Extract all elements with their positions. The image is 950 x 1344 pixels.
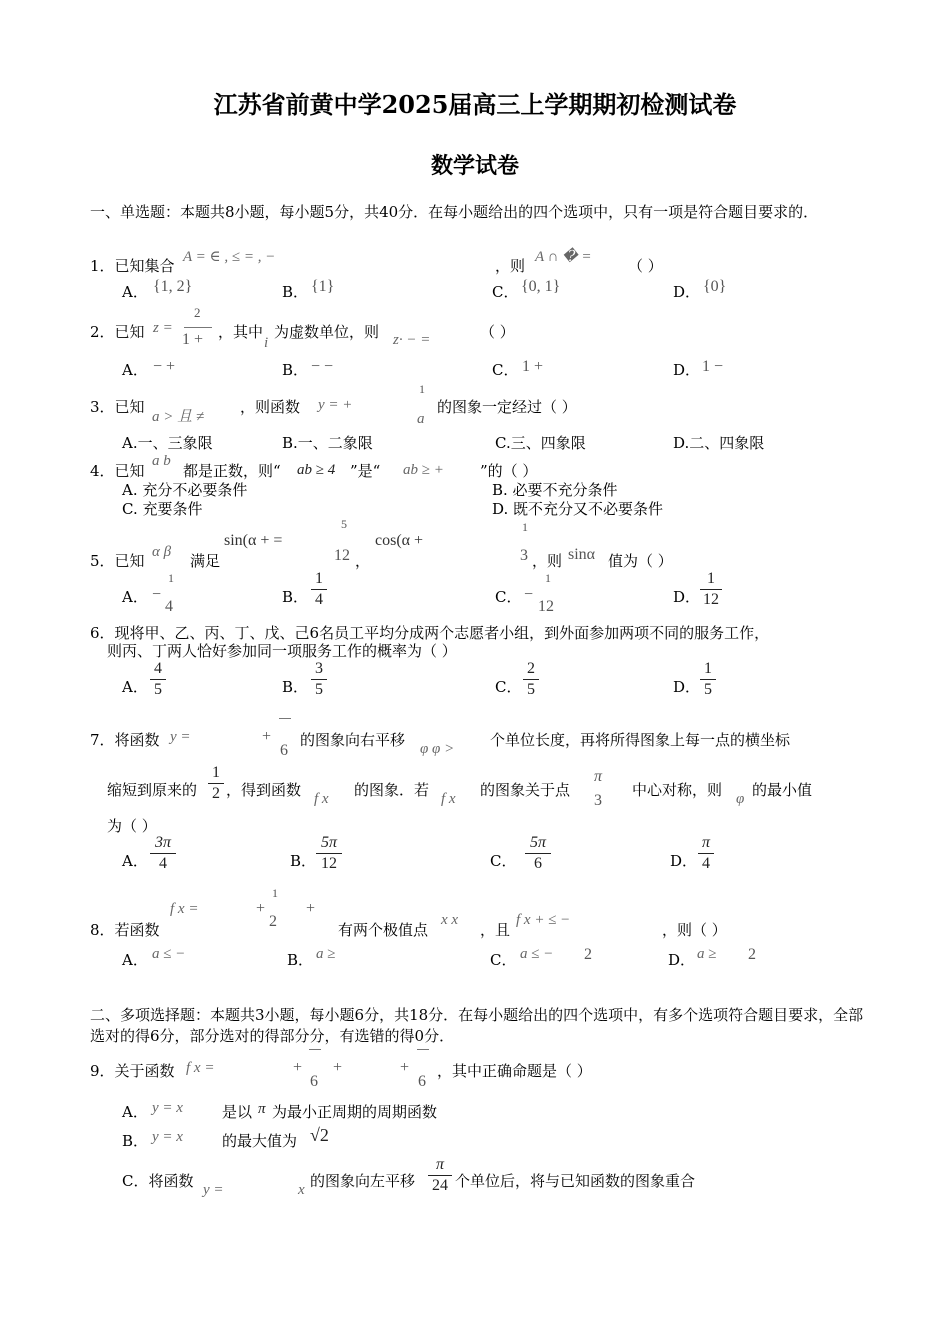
q9-b-label: B． <box>122 1132 149 1150</box>
q3-option-b: B.一、二象限 <box>282 434 373 452</box>
q5-b-numerator: 1 <box>315 570 323 587</box>
q9-plus-2: + <box>333 1059 343 1076</box>
q7-fx-2: f x <box>441 791 456 807</box>
q6-b-denominator: 5 <box>315 681 323 698</box>
q7-half-numerator: 1 <box>212 764 220 781</box>
q4-text: 4．已知 <box>90 462 145 480</box>
q7-line-3: 为（ ） <box>107 817 157 835</box>
q7-b-label: B． <box>290 852 317 870</box>
q4-condition-2: ab ≥ + <box>403 462 444 478</box>
q5-d-numerator: 1 <box>707 570 715 587</box>
q1-a-value: {1, 2} <box>153 278 193 295</box>
q6-line-2: 则丙、丁两人恰好参加同一项服务工作的概率为（ ） <box>107 642 457 660</box>
q3-option-a: A.一、三象限 <box>122 434 213 452</box>
q1-d-label: D． <box>673 283 701 301</box>
q2-a-value: − + <box>153 358 176 375</box>
q7-line2-c: 的图象．若 <box>354 781 430 799</box>
section-1-heading: 一、单选题：本题共8小题，每小题5分，共40分．在每小题给出的四个选项中，只有一项是符合题目要求的． <box>90 203 819 221</box>
q7-b-numerator: 5π <box>320 834 337 851</box>
q9-c-denominator: 24 <box>432 1177 448 1194</box>
q6-c-denominator: 5 <box>527 681 535 698</box>
q9-a-tail: 为最小正周期的周期函数 <box>272 1103 438 1121</box>
q2-b-label: B． <box>282 361 309 379</box>
q5-a-sign: − <box>152 586 162 603</box>
q9-bar-2 <box>417 1049 429 1050</box>
q5-a-label: A． <box>122 588 148 606</box>
q6-a-denominator: 5 <box>154 681 162 698</box>
q2-c-label: C． <box>492 361 519 379</box>
q9-c-function: y = <box>203 1182 224 1198</box>
q4-option-c: C. 充要条件 <box>122 500 203 518</box>
q3-func-denominator: a <box>417 411 425 427</box>
q7-c-fraction <box>525 834 551 873</box>
q6-d-label: D． <box>673 678 701 696</box>
q4-mid2: ”是“ <box>350 462 381 480</box>
q8-text: 8．若函数 <box>90 921 160 939</box>
q7-plus: + <box>262 728 272 745</box>
q9-bar-1 <box>309 1049 321 1050</box>
q7-line2-f: 的最小值 <box>752 781 813 799</box>
q9-c-label: C．将函数 <box>122 1172 194 1190</box>
q5-eq2-numerator: 1 <box>522 520 528 534</box>
q2-d-value: 1 − <box>702 358 724 375</box>
q2-b-value: − − <box>311 358 334 375</box>
q9-c-fraction <box>428 1156 452 1195</box>
q8-b-label: B． <box>287 951 314 969</box>
q5-d-fraction <box>700 570 722 609</box>
q5-tail: 值为（ ） <box>608 552 673 570</box>
q7-a-numerator: 3π <box>154 834 171 851</box>
q6-b-label: B． <box>282 678 309 696</box>
q5-c-label: C． <box>495 588 522 606</box>
q5-eq2-denominator: 3 <box>520 547 528 564</box>
q8-denominator: 2 <box>269 913 277 930</box>
q1-intersection: A ∩ � = <box>535 249 592 265</box>
q1-mid: ，则 <box>495 257 526 275</box>
q6-a-fraction <box>150 660 166 699</box>
q8-d-label: D． <box>668 951 696 969</box>
q7-d-label: D． <box>670 852 698 870</box>
q2-fraction-bar <box>184 327 212 328</box>
q9-text: 9．关于函数 <box>90 1062 175 1080</box>
q8-c-value: a ≤ − <box>520 946 554 962</box>
q5-eq1-denominator: 12 <box>334 547 350 564</box>
q1-c-value: {0, 1} <box>521 278 561 295</box>
q4-option-a: A. 充分不必要条件 <box>122 481 248 499</box>
q7-tail-1: 个单位长度，再将所得图象上每一点的横坐标 <box>490 731 791 749</box>
q8-a-label: A． <box>122 951 148 969</box>
q5-vars: α β <box>152 544 172 560</box>
q2-mid2: 为虚数单位，则 <box>274 323 380 341</box>
q7-d-numerator: π <box>701 834 710 851</box>
q9-a-pi: π <box>258 1101 266 1117</box>
q4-option-d: D. 既不充分又不必要条件 <box>492 500 664 518</box>
q7-pi-bar <box>279 718 291 719</box>
q9-c-x: x <box>298 1182 305 1198</box>
q8-c-denominator: 2 <box>584 946 592 963</box>
q4-tail: ”的（ ） <box>480 462 538 480</box>
q7-a-fraction <box>150 834 176 873</box>
q6-a-label: A． <box>122 678 148 696</box>
q2-a-label: A． <box>122 361 148 379</box>
q5-c-numerator: 1 <box>545 571 551 585</box>
q6-c-label: C． <box>495 678 522 696</box>
q6-b-numerator: 3 <box>315 660 323 677</box>
q8-d-denominator: 2 <box>748 946 756 963</box>
q9-c-text: 的图象向左平移 <box>310 1172 416 1190</box>
q9-a-function: y = x <box>152 1100 183 1116</box>
q2-mid: ，其中 <box>218 323 264 341</box>
q7-line2-b: ，得到函数 <box>226 781 302 799</box>
q9-denominator-2: 6 <box>418 1073 426 1090</box>
q9-b-text: 的最大值为 <box>222 1132 298 1150</box>
q9-c-tail: 个单位后，将与已知函数的图象重合 <box>455 1172 696 1190</box>
q9-denominator-1: 6 <box>310 1073 318 1090</box>
q5-equation-1: sin(α + = <box>224 532 283 549</box>
q3-option-d: D.二、四象限 <box>673 434 765 452</box>
q5-a-denominator: 4 <box>165 598 173 615</box>
q6-d-fraction <box>700 660 716 699</box>
q8-b-value: a ≥ <box>316 946 336 962</box>
q7-half-fraction <box>208 764 224 803</box>
q2-denominator: 1 + <box>182 331 204 348</box>
q8-function: f x = <box>170 901 199 917</box>
q1-d-value: {0} <box>703 278 727 295</box>
q7-phi-condition: φ φ > <box>420 741 455 757</box>
q8-mid2: ，且 <box>480 921 511 939</box>
page-title: 江苏省前黄中学2025届高三上学期期初检测试卷 <box>213 90 737 119</box>
q7-line2-a: 缩短到原来的 <box>107 781 198 799</box>
q1-text: 1．已知集合 <box>90 257 175 275</box>
q9-function: f x = <box>186 1060 215 1076</box>
q6-d-denominator: 5 <box>704 681 712 698</box>
q8-mid: 有两个极值点 <box>338 921 429 939</box>
q2-z-expr: z = <box>153 320 173 336</box>
q7-point-denominator: 3 <box>594 792 602 809</box>
q7-d-denominator: 4 <box>702 855 710 872</box>
q9-c-numerator: π <box>435 1156 444 1173</box>
section-2-heading: 二、多项选择题：本题共3小题，每小题6分，共18分．在每小题给出的四个选项中，有多个选项符合题目要求，全部选对的得6分，部分选对的得部分分，有选错的得0分． <box>90 1006 864 1045</box>
q5-mid: 满足 <box>190 552 221 570</box>
q5-d-denominator: 12 <box>703 591 719 608</box>
q5-text: 5．已知 <box>90 552 145 570</box>
q2-d-label: D． <box>673 361 701 379</box>
q7-c-label: C． <box>490 852 517 870</box>
q7-line2-d: 的图象关于点 <box>480 781 571 799</box>
q9-b-function: y = x <box>152 1129 183 1145</box>
q4-condition-1: ab ≥ 4 <box>297 462 336 478</box>
q7-pi-denominator: 6 <box>280 742 288 759</box>
q7-line2-e: 中心对称，则 <box>632 781 723 799</box>
q7-a-label: A． <box>122 852 148 870</box>
q3-func-numerator: 1 <box>419 382 425 396</box>
q5-b-fraction <box>311 570 327 609</box>
q5-eq1-numerator: 5 <box>341 517 347 531</box>
q2-i: i <box>264 335 269 351</box>
q9-a-text: 是以 <box>222 1103 253 1121</box>
q9-plus-1: + <box>293 1059 303 1076</box>
q2-numerator: 2 <box>194 305 201 320</box>
q7-b-denominator: 12 <box>321 855 337 872</box>
q3-tail: 的图象一定经过（ ） <box>437 398 577 416</box>
q3-option-c: C.三、四象限 <box>495 434 586 452</box>
q7-half-denominator: 2 <box>212 785 220 802</box>
q5-sin: sinα <box>568 546 596 563</box>
q1-b-label: B． <box>282 283 309 301</box>
q6-c-fraction <box>523 660 539 699</box>
q3-mid: ，则函数 <box>240 398 301 416</box>
q3-text: 3．已知 <box>90 398 145 416</box>
q6-b-fraction <box>311 660 327 699</box>
q8-plus: + <box>256 900 266 917</box>
q8-a-value: a ≤ − <box>152 946 186 962</box>
q4-mid: 都是正数，则“ <box>183 462 281 480</box>
q8-points: x x <box>441 912 459 928</box>
q8-tail: ，则（ ） <box>662 921 727 939</box>
q1-b-value: {1} <box>311 278 335 295</box>
q5-a-numerator: 1 <box>168 571 174 585</box>
q1-c-label: C． <box>492 283 519 301</box>
q5-comma: ， <box>355 552 371 570</box>
q7-a-denominator: 4 <box>159 855 167 872</box>
q7-function: y = <box>170 729 191 745</box>
q1-a-label: A． <box>122 283 148 301</box>
q7-c-numerator: 5π <box>529 834 546 851</box>
q5-c-denominator: 12 <box>538 598 554 615</box>
q4-option-b: B. 必要不充分条件 <box>492 481 618 499</box>
q6-a-numerator: 4 <box>154 660 162 677</box>
q9-a-label: A． <box>122 1103 148 1121</box>
q6-d-numerator: 1 <box>704 660 712 677</box>
q6-line-1: 6．现将甲、乙、丙、丁、戊、己6名员工平均分成两个志愿者小组，到外面参加两项不同的服务工作， <box>90 624 770 642</box>
q7-point-numerator: π <box>594 768 603 785</box>
q8-d-value: a ≥ <box>697 946 717 962</box>
q3-condition: a > 且 ≠ <box>152 409 205 425</box>
q7-text: 7．将函数 <box>90 731 160 749</box>
q2-expr: z· − = <box>393 332 431 348</box>
q7-mid: 的图象向右平移 <box>300 731 406 749</box>
q1-paren: （ ） <box>628 257 663 275</box>
q7-phi: φ <box>736 791 745 807</box>
q8-numerator: 1 <box>272 886 278 900</box>
q7-b-fraction <box>316 834 342 873</box>
q7-c-denominator: 6 <box>534 855 542 872</box>
q5-mid2: ，则 <box>532 552 563 570</box>
q2-text: 2．已知 <box>90 323 145 341</box>
q2-c-value: 1 + <box>522 358 544 375</box>
q3-function: y = + <box>318 397 353 413</box>
page-subtitle: 数学试卷 <box>430 153 519 179</box>
q4-vars: a b <box>152 453 171 469</box>
q5-d-label: D． <box>673 588 701 606</box>
q2-paren: （ ） <box>480 323 515 341</box>
q8-inequality: f x + ≤ − <box>516 912 571 928</box>
q5-b-denominator: 4 <box>315 591 323 608</box>
q9-tail: ，其中正确命题是（ ） <box>437 1062 592 1080</box>
q5-equation-2: cos(α + <box>375 532 424 549</box>
q5-b-label: B． <box>282 588 309 606</box>
q5-c-sign: − <box>524 586 534 603</box>
q1-set-expr: A = ∈ , ≤ = , − <box>183 249 276 265</box>
q9-b-sqrt: √2 <box>310 1125 329 1145</box>
q9-plus-3: + <box>400 1059 410 1076</box>
q7-fx: f x <box>314 791 329 807</box>
q8-c-label: C． <box>490 951 517 969</box>
q7-d-fraction <box>698 834 714 873</box>
q8-plus-2: + <box>306 900 316 917</box>
q6-c-numerator: 2 <box>527 660 535 677</box>
